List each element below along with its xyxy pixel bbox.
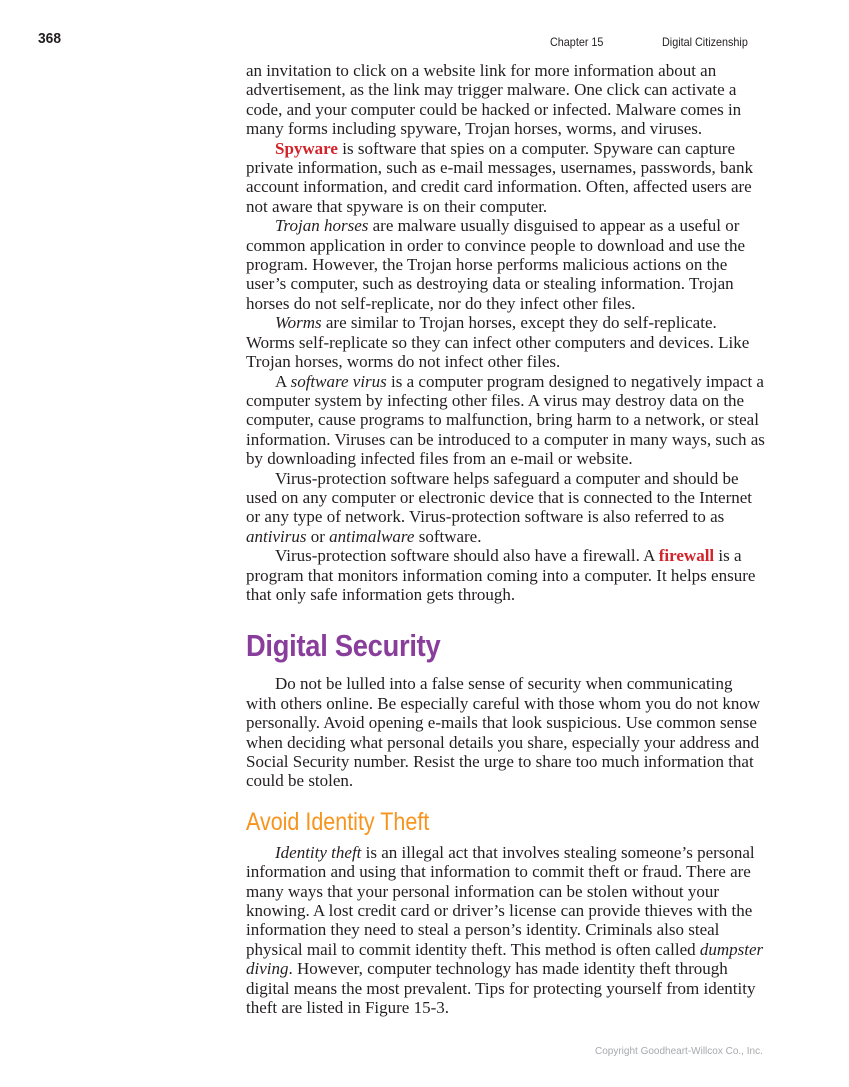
paragraph-text: are malware usually disguised to appear as a useful or common application in order to convince people to download and use the program. However, the Trojan horse performs malicious actions on the user’s computer, such as destroying data or stealing information. Trojan horses do not self-replicate, nor do they infect other files. <box>246 216 746 313</box>
paragraph-text: software. <box>414 526 482 546</box>
key-term-firewall: firewall <box>658 546 715 566</box>
paragraph-spyware <box>246 139 766 217</box>
paragraph-text: Virus-protection software helps safeguard a computer and should be used on any computer or electronic device that is connected to the Internet or any type of network. Virus-protection software is also referred to as <box>246 468 753 527</box>
paragraph-virus-protection <box>246 469 766 547</box>
italic-term-trojan-horses: Trojan horses <box>275 216 369 236</box>
paragraph-worms <box>246 313 766 371</box>
page-body <box>246 61 766 1017</box>
chapter-label: Chapter 15 <box>550 35 604 49</box>
paragraph-software-virus <box>246 372 766 469</box>
page-header <box>0 0 849 60</box>
paragraph-firewall <box>246 546 766 604</box>
heading-avoid-identity-theft: Avoid Identity Theft <box>246 807 430 836</box>
paragraph-text: A <box>275 371 291 391</box>
italic-term-software-virus: software virus <box>290 371 387 391</box>
paragraph-text: is a computer program designed to negatively impact a computer system by infecting other files. A virus may destroy data on the computer, cause programs to malfunction, bring harm to a network, or steal information. Viruses can be introduced to a computer in many ways, such as by downloading infected files from an e-mail or website. <box>246 371 765 469</box>
italic-term-dumpster-diving: dumpster diving <box>246 939 764 979</box>
paragraph-text: are similar to Trojan horses, except they do self-replicate. Worms self-replicate so they can infect other computers and devices. Like Trojan horses, worms do not infect other files. <box>246 313 750 372</box>
paragraph-trojan-horses <box>246 216 766 313</box>
paragraph-text: . However, computer technology has made identity theft through digital means the most prevalent. Tips for protecting yourself from identity theft are listed in Figure 15-3. <box>246 959 756 1018</box>
heading-digital-security: Digital Security <box>246 628 441 664</box>
italic-term-identity-theft: Identity theft <box>275 842 362 862</box>
copyright-footer: Copyright Goodheart-Willcox Co., Inc. <box>595 1046 763 1057</box>
paragraph-text: is a program that monitors information coming into a computer. It helps ensure that only safe information gets through. <box>246 546 756 604</box>
paragraph-digital-security: Do not be lulled into a false sense of security when communicating with others online. Be especially careful with those whom you do not know personally. Avoid opening e-mails that look suspicious. Use common sense when deciding what personal details you share, especially your address and Social Security number. Resist the urge to share too much information that could be stolen. <box>246 674 761 791</box>
paragraph-text: is software that spies on a computer. Spyware can capture private information, such as e-mail messages, usernames, passwords, bank account information, and credit card information. Often, affected users are not aware that spyware is on their computer. <box>246 138 754 216</box>
page-number: 368 <box>38 30 62 47</box>
paragraph-text: or <box>306 526 330 546</box>
italic-term-worms: Worms <box>275 313 322 333</box>
chapter-title: Digital Citizenship <box>662 35 748 49</box>
paragraph-text: Virus-protection software should also have a firewall. A <box>275 546 659 566</box>
key-term-spyware: Spyware <box>275 138 338 158</box>
italic-term-antivirus: antivirus <box>246 526 307 546</box>
paragraph-text: is an illegal act that involves stealing someone’s personal information and using that information to commit theft or fraud. There are many ways that your personal information can be stolen without your knowing. A lost credit card or driver’s license can provide thieves with the information they need to steal a person’s identity. Criminals also steal physical mail to commit identity theft. This method is often called <box>246 842 755 959</box>
paragraph-identity-theft <box>246 843 766 1018</box>
italic-term-antimalware: antimalware <box>329 526 415 546</box>
paragraph-malware-intro: an invitation to click on a website link for more information about an advertisement, as the link may trigger malware. One click can activate a code, and your computer could be hacked or infected. Malware comes in many forms including spyware, Trojan horses, worms, and viruses. <box>246 61 742 139</box>
